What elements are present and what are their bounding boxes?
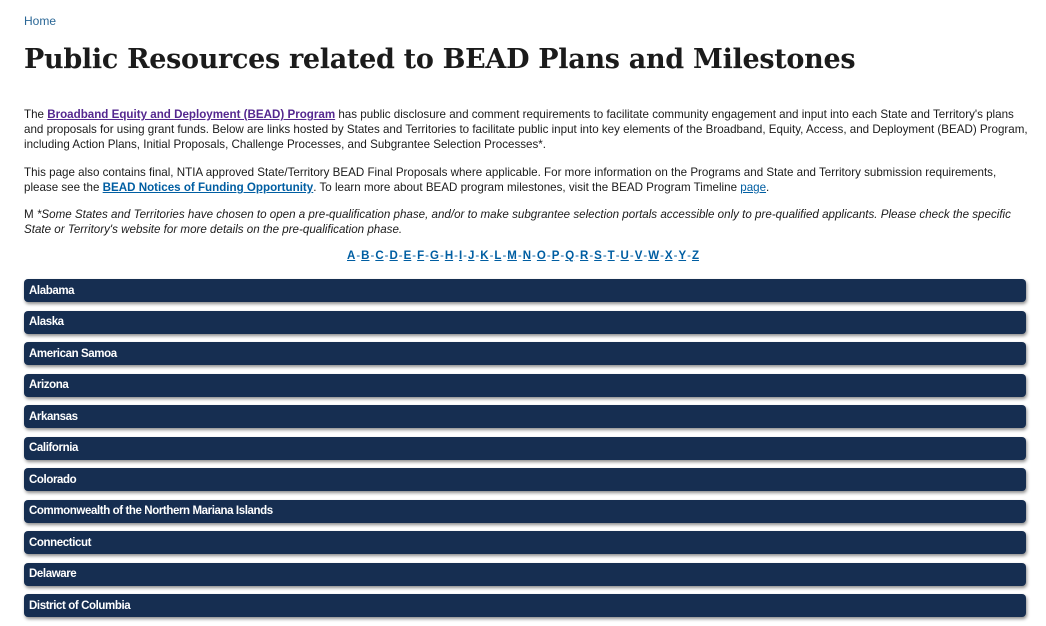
alpha-link-a[interactable]: A xyxy=(347,250,356,262)
accordion-item-alaska[interactable] xyxy=(24,311,1026,334)
alpha-separator: - xyxy=(546,250,551,262)
alpha-separator: - xyxy=(454,250,458,262)
accordion-item-label: Arizona xyxy=(29,379,69,391)
alpha-separator: - xyxy=(532,250,536,262)
alpha-separator: - xyxy=(560,250,565,262)
alpha-link-p[interactable]: P xyxy=(551,250,560,262)
states-accordion xyxy=(24,279,1026,626)
accordion-item-american-samoa[interactable] xyxy=(24,342,1026,365)
final-proposals-paragraph xyxy=(24,165,1029,195)
alpha-separator: - xyxy=(660,250,664,262)
alpha-separator: - xyxy=(489,250,494,262)
accordion-item-label: California xyxy=(29,442,79,454)
breadcrumb-home[interactable]: Home xyxy=(24,14,57,28)
accordion-item-california[interactable] xyxy=(24,437,1026,460)
accordion-item-arizona[interactable] xyxy=(24,374,1026,397)
alpha-link-t[interactable]: T xyxy=(607,250,615,262)
accordion-item-label: Alabama xyxy=(29,284,75,297)
accordion-item-label: Commonwealth of the Northern Mariana Islands xyxy=(29,505,273,517)
alpha-link-v[interactable]: V xyxy=(634,250,643,262)
alpha-separator: - xyxy=(398,250,403,262)
alpha-separator: - xyxy=(412,250,417,262)
alpha-link-j[interactable]: J xyxy=(468,250,475,262)
alpha-separator: - xyxy=(629,250,634,262)
accordion-item-commonwealth-of-the-northern-mariana-islands[interactable] xyxy=(24,500,1026,523)
accordion-item-alabama[interactable] xyxy=(24,279,1026,302)
alpha-link-b[interactable]: B xyxy=(361,250,370,262)
alpha-separator: - xyxy=(439,250,444,262)
alpha-separator: - xyxy=(370,250,375,262)
alpha-separator: - xyxy=(463,250,468,262)
alpha-separator: - xyxy=(475,250,480,262)
alpha-link-d[interactable]: D xyxy=(389,250,398,262)
alpha-separator: - xyxy=(643,250,648,262)
bead-program-link[interactable]: Broadband Equity and Deployment (BEAD) Program xyxy=(47,108,336,121)
bead-nofo-link[interactable]: BEAD Notices of Funding Opportunity xyxy=(102,181,314,194)
alpha-link-x[interactable]: X xyxy=(664,250,673,262)
alpha-separator: - xyxy=(356,250,361,262)
note-prefix: M xyxy=(24,208,37,221)
accordion-item-label: Arkansas xyxy=(29,410,78,423)
accordion-item-label: Connecticut xyxy=(29,536,92,549)
alpha-link-f[interactable]: F xyxy=(417,250,425,262)
accordion-item-colorado[interactable] xyxy=(24,468,1026,491)
accordion-item-district-of-columbia[interactable] xyxy=(24,594,1026,617)
intro-paragraph xyxy=(24,107,1029,152)
alpha-link-l[interactable]: L xyxy=(494,250,502,262)
alpha-separator: - xyxy=(502,250,507,262)
accordion-item-label: Delaware xyxy=(29,568,77,580)
alpha-separator: - xyxy=(589,250,594,262)
period: . xyxy=(766,181,770,194)
accordion-item-connecticut[interactable] xyxy=(24,531,1026,554)
alpha-separator: - xyxy=(602,250,607,262)
alpha-link-n[interactable]: N xyxy=(522,250,532,262)
accordion-item-delaware[interactable] xyxy=(24,563,1026,586)
note-text: *Some States and Territories have chosen to open a pre-qualification phase, and/or to make subgrantee selection portals accessible only to pre-qualified applicants. Please check the specific State or Territory's website for more details on the pre-qualification phase. xyxy=(24,208,1011,236)
accordion-item-label: American Samoa xyxy=(29,347,117,360)
final-proposals-text-start: This page also contains final, NTIA approved State/Territory BEAD Final Proposals where applicable. For more information on the Programs and State and Territory submission requirements, please see the xyxy=(24,166,997,194)
alpha-link-m[interactable]: M xyxy=(507,250,517,262)
alpha-link-y[interactable]: Y xyxy=(678,250,687,262)
alpha-link-q[interactable]: Q xyxy=(565,250,575,262)
intro-text-start: The xyxy=(24,108,48,121)
alpha-separator: - xyxy=(673,250,678,262)
alpha-separator: - xyxy=(384,250,389,262)
accordion-item-label: Colorado xyxy=(29,473,77,486)
alpha-separator: - xyxy=(687,250,691,262)
alphabet-nav xyxy=(0,250,1046,262)
alpha-separator: - xyxy=(517,250,522,262)
accordion-item-label: District of Columbia xyxy=(29,599,131,612)
alpha-link-u[interactable]: U xyxy=(620,250,629,262)
alpha-link-h[interactable]: H xyxy=(444,250,454,262)
intro-text-rest: has public disclosure and comment requirements to facilitate community engagement and input into each State and Territory's plans and proposals for using grant funds. Below are links hosted by States and Territories to facilitate public input into key elements of the Broadband, Equity, Access, and Deployment (BEAD) Program, including Action Plans, Initial Proposals, Challenge Processes, and Subgrantee Selection Processes*. xyxy=(24,108,1028,151)
accordion-item-label: Alaska xyxy=(29,316,64,328)
alpha-link-c[interactable]: C xyxy=(375,250,384,262)
timeline-page-link[interactable]: page xyxy=(740,181,767,194)
alpha-separator: - xyxy=(575,250,579,262)
alpha-link-w[interactable]: W xyxy=(648,250,660,262)
accordion-item-arkansas[interactable] xyxy=(24,405,1026,428)
alpha-link-i[interactable]: I xyxy=(458,250,463,262)
alpha-separator: - xyxy=(425,250,430,262)
page-title: Public Resources related to BEAD Plans and Milestones xyxy=(24,44,856,75)
alpha-link-r[interactable]: R xyxy=(580,250,589,262)
alpha-link-z[interactable]: Z xyxy=(691,250,699,262)
final-proposals-text-middle: . To learn more about BEAD program milestones, visit the BEAD Program Timeline xyxy=(313,181,741,194)
alpha-link-g[interactable]: G xyxy=(430,250,439,262)
alpha-link-e[interactable]: E xyxy=(403,250,412,262)
alpha-separator: - xyxy=(615,250,620,262)
alpha-link-k[interactable]: K xyxy=(480,250,489,262)
alpha-link-s[interactable]: S xyxy=(594,250,602,262)
alpha-link-o[interactable]: O xyxy=(536,250,546,262)
prequalification-note xyxy=(24,207,1029,237)
